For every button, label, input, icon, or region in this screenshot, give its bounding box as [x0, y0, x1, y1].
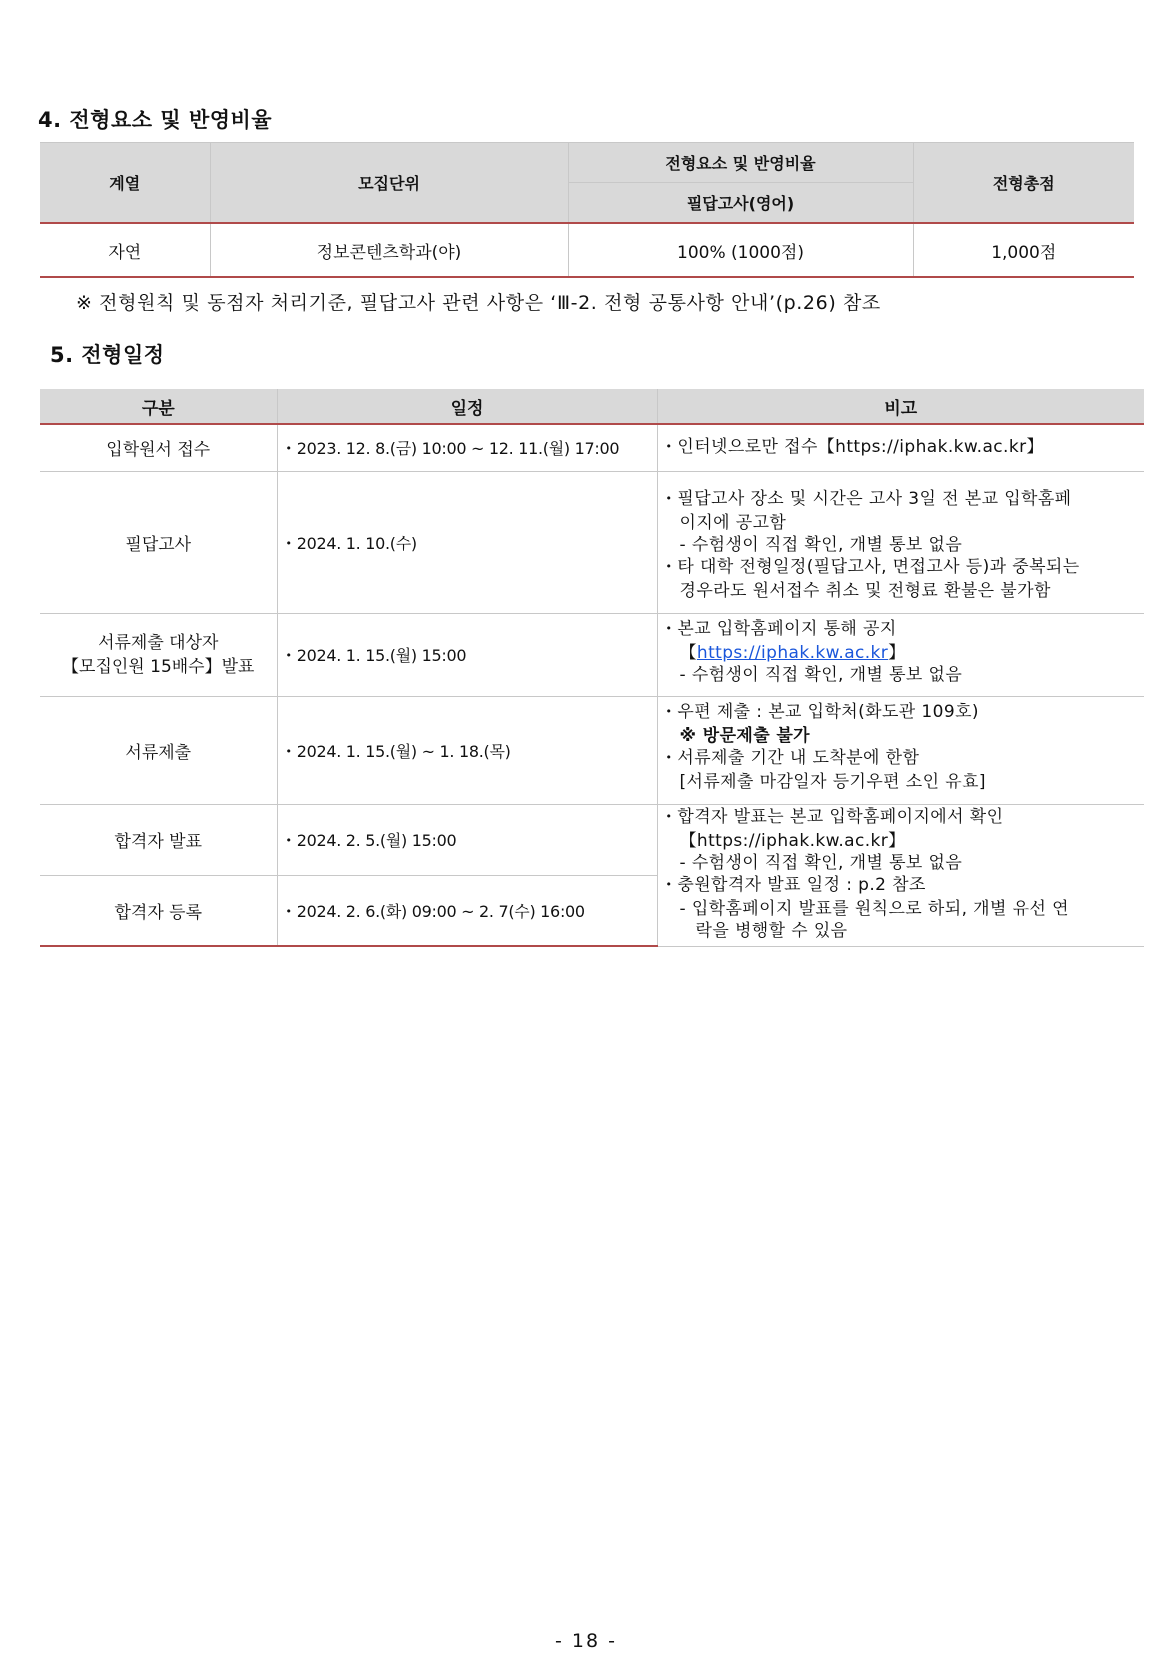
remark-line: 【https://iphak.kw.ac.kr】 — [679, 830, 906, 851]
cell-category: 합격자 발표 — [40, 804, 277, 875]
remark-line: 이지에 공고함 — [679, 512, 787, 533]
remark-line: • 서류제출 기간 내 도착분에 한함 — [666, 747, 1137, 771]
cell-category: 서류제출 — [40, 696, 277, 804]
cell-date — [277, 424, 657, 471]
header-unit: 모집단위 — [210, 143, 568, 224]
remark-line: - 수험생이 직접 확인, 개별 통보 없음 — [679, 534, 963, 555]
remark-line: • 필답고사 장소 및 시간은 고사 3일 전 본교 입학홈페 — [666, 488, 1137, 512]
header-schedule: 일정 — [277, 389, 657, 424]
bullet-date: • 2023. 12. 8.(금) 10:00 ~ 12. 11.(월) 17:00 — [286, 439, 620, 458]
bullet-date: • 2024. 1. 10.(수) — [286, 534, 417, 553]
bullet-date: • 2024. 2. 5.(월) 15:00 — [286, 831, 457, 850]
remark-line: • 우편 제출 : 본교 입학처(화도관 109호) — [666, 701, 1137, 725]
bullet-date: • 2024. 1. 15.(월) 15:00 — [286, 646, 467, 665]
cell-unit: 정보콘텐츠학과(야) — [210, 223, 568, 277]
header-total: 전형총점 — [913, 143, 1134, 224]
remark-line: • 본교 입학홈페이지 통해 공지 — [666, 618, 1137, 642]
page-number: - 18 - — [555, 1630, 617, 1652]
bullet-date: • 2024. 2. 6.(화) 09:00 ~ 2. 7(수) 16:00 — [286, 902, 585, 921]
cell-remarks — [657, 471, 1144, 613]
table-row — [40, 613, 1144, 696]
table-row — [40, 696, 1144, 804]
bracket-close: 】 — [888, 642, 906, 663]
cell-date — [277, 804, 657, 875]
cell-remarks — [657, 613, 1144, 696]
cell-remarks — [657, 424, 1144, 471]
schedule-table — [40, 389, 1144, 947]
section-5-title: 5. 전형일정 — [50, 343, 165, 367]
category-line: 【모집인원 15배수】발표 — [62, 656, 255, 677]
cell-category: 입학원서 접수 — [40, 424, 277, 471]
selection-ratio-table — [40, 142, 1134, 278]
remark-line: - 수험생이 직접 확인, 개별 통보 없음 — [679, 664, 963, 685]
category-line: 서류제출 대상자 — [98, 632, 219, 653]
cell-category: 필답고사 — [40, 471, 277, 613]
cell-track: 자연 — [40, 223, 210, 277]
cell-date — [277, 875, 657, 946]
bullet-date: • 2024. 1. 15.(월) ~ 1. 18.(목) — [286, 742, 511, 761]
table-row — [40, 424, 1144, 471]
cell-date — [277, 696, 657, 804]
header-track: 계열 — [40, 143, 210, 224]
header-ratio: 전형요소 및 반영비율 — [568, 143, 913, 183]
remark-link-line — [666, 642, 1137, 664]
section-4-note: ※ 전형원칙 및 동점자 처리기준, 필답고사 관련 사항은 ‘Ⅲ-2. 전형 공통사항 안내’(p.26) 참조 — [76, 292, 881, 314]
cell-category: 합격자 등록 — [40, 875, 277, 946]
cell-total: 1,000점 — [913, 223, 1134, 277]
cell-category — [40, 613, 277, 696]
cell-date — [277, 613, 657, 696]
cell-remarks-merged — [657, 804, 1144, 946]
table-row — [40, 223, 1134, 277]
remark-line: 경우라도 원서접수 취소 및 전형료 환불은 불가함 — [679, 580, 1051, 601]
cell-ratio: 100% (1000점) — [568, 223, 913, 277]
table-row — [40, 471, 1144, 613]
remark-line: • 충원합격자 발표 일정 : p.2 참조 — [666, 874, 1137, 898]
section-4-title: 4. 전형요소 및 반영비율 — [38, 108, 273, 132]
remark-line: - 입학홈페이지 발표를 원칙으로 하되, 개별 유선 연 — [679, 898, 1069, 919]
remark-line: • 합격자 발표는 본교 입학홈페이지에서 확인 — [666, 806, 1137, 830]
table-row — [40, 804, 1144, 875]
header-category: 구분 — [40, 389, 277, 424]
remark-line: [서류제출 마감일자 등기우편 소인 유효] — [679, 771, 986, 792]
remark-line: • 타 대학 전형일정(필답고사, 면접고사 등)과 중복되는 — [666, 556, 1137, 580]
remark-line: - 수험생이 직접 확인, 개별 통보 없음 — [679, 852, 963, 873]
cell-date — [277, 471, 657, 613]
cell-remarks — [657, 696, 1144, 804]
header-written-test: 필답고사(영어) — [568, 183, 913, 224]
remark-line: 락을 병행할 수 있음 — [695, 920, 848, 941]
remark-line: • 인터넷으로만 접수【https://iphak.kw.ac.kr】 — [666, 436, 1137, 460]
admissions-link[interactable]: https://iphak.kw.ac.kr — [696, 642, 889, 663]
header-remarks: 비고 — [657, 389, 1144, 424]
remark-line: ※ 방문제출 불가 — [679, 725, 810, 746]
bracket-open: 【 — [679, 642, 697, 663]
